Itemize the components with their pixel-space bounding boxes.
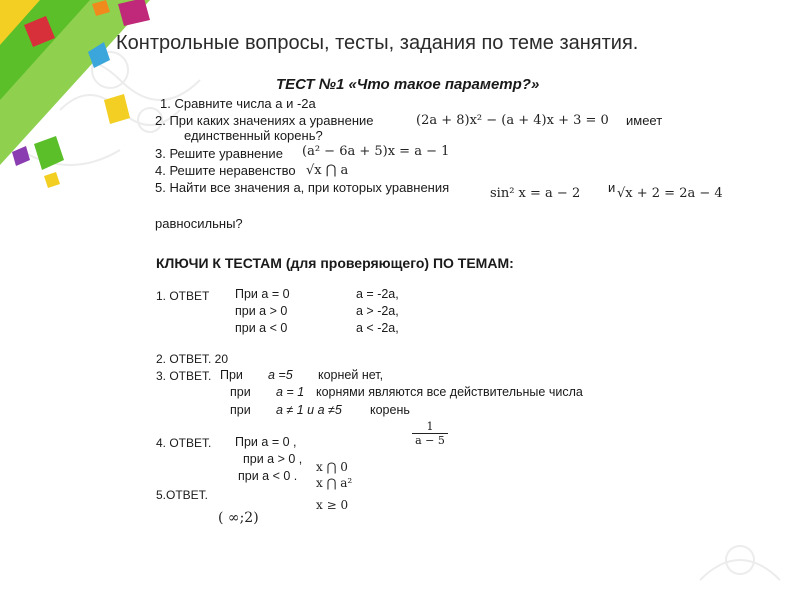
answer-1-condition: при а < 0	[235, 321, 288, 335]
answer-1-label: 1. ОТВЕТ	[156, 289, 210, 303]
test-heading: ТЕСТ №1 «Что такое параметр?»	[276, 76, 540, 93]
corner-decoration	[0, 0, 180, 200]
answer-3-value: а ≠ 1 и а ≠5	[276, 403, 342, 417]
answer-1-result: а < -2а,	[356, 321, 399, 335]
answer-3-prefix: При	[220, 368, 243, 382]
key-heading: КЛЮЧИ К ТЕСТАМ (для проверяющего) ПО ТЕМАМ:	[156, 255, 514, 271]
green-cube-shape	[34, 136, 64, 170]
formula-q2: (2a + 8)x² − (a + 4)x + 3 = 0	[416, 113, 609, 128]
answer-3-text: корень	[370, 403, 410, 417]
question-5-and: и	[608, 180, 616, 195]
yellow-cube-shape	[104, 94, 130, 124]
formula-q3: (a² − 6a + 5)x = a − 1	[302, 144, 450, 159]
page-title: Контрольные вопросы, тесты, задания по теме занятия.	[116, 32, 639, 54]
purple-cube-shape	[12, 146, 30, 166]
small-yellow-cube-shape	[44, 172, 60, 188]
answer-4-condition: При а = 0 ,	[235, 435, 297, 449]
formula-q4: √x ⋂ a	[306, 163, 349, 178]
answer-2: 2. ОТВЕТ. 20	[156, 352, 229, 366]
answer-1-condition: При а = 0	[235, 287, 290, 301]
fraction-numerator: 1	[412, 420, 448, 434]
question-4: 4. Решите неравенство	[155, 163, 296, 178]
question-2-continuation: единственный корень?	[184, 128, 323, 143]
answer-3-text: корнями являются все действительные числа	[316, 385, 583, 399]
answer-3-value: а = 1	[276, 385, 305, 399]
answer-4-condition: при а > 0 ,	[243, 452, 303, 466]
question-1: 1. Сравните числа а и -2а	[160, 96, 316, 111]
question-5-continuation: равносильны?	[155, 216, 243, 231]
answer-5-label: 5.ОТВЕТ.	[156, 488, 209, 502]
answer-3-prefix: при	[230, 403, 251, 417]
answer-3-value: а =5	[268, 368, 293, 382]
answer-1-result: а > -2а,	[356, 304, 399, 318]
answer-1-result: а = -2а,	[356, 287, 399, 301]
answer-4-math: x ≥ 0	[316, 498, 349, 512]
answer-1-condition: при а > 0	[235, 304, 288, 318]
answer-3-prefix: при	[230, 385, 251, 399]
formula-q5b: √x + 2 = 2a − 4	[617, 186, 723, 201]
answer-4-math: x ⋂ 0	[316, 460, 348, 474]
question-2-tail: имеет	[626, 113, 663, 128]
answer-3-fraction	[412, 420, 448, 447]
answer-4-label: 4. ОТВЕТ.	[156, 436, 212, 450]
formula-q5a: sin² x = a − 2	[490, 186, 581, 201]
fraction-denominator: a − 5	[415, 434, 445, 447]
question-2: 2. При каких значениях а уравнение	[155, 113, 374, 128]
question-5: 5. Найти все значения а, при которых уравнения	[155, 180, 450, 195]
question-3: 3. Решите уравнение	[155, 146, 283, 161]
answer-4-math: x ⋂ a²	[316, 476, 353, 490]
answer-4-condition: при а < 0 .	[238, 469, 298, 483]
answer-3-label: 3. ОТВЕТ.	[156, 369, 212, 383]
answer-5-interval: ( ∞;2)	[218, 510, 259, 526]
answer-3-text: корней нет,	[318, 368, 384, 382]
